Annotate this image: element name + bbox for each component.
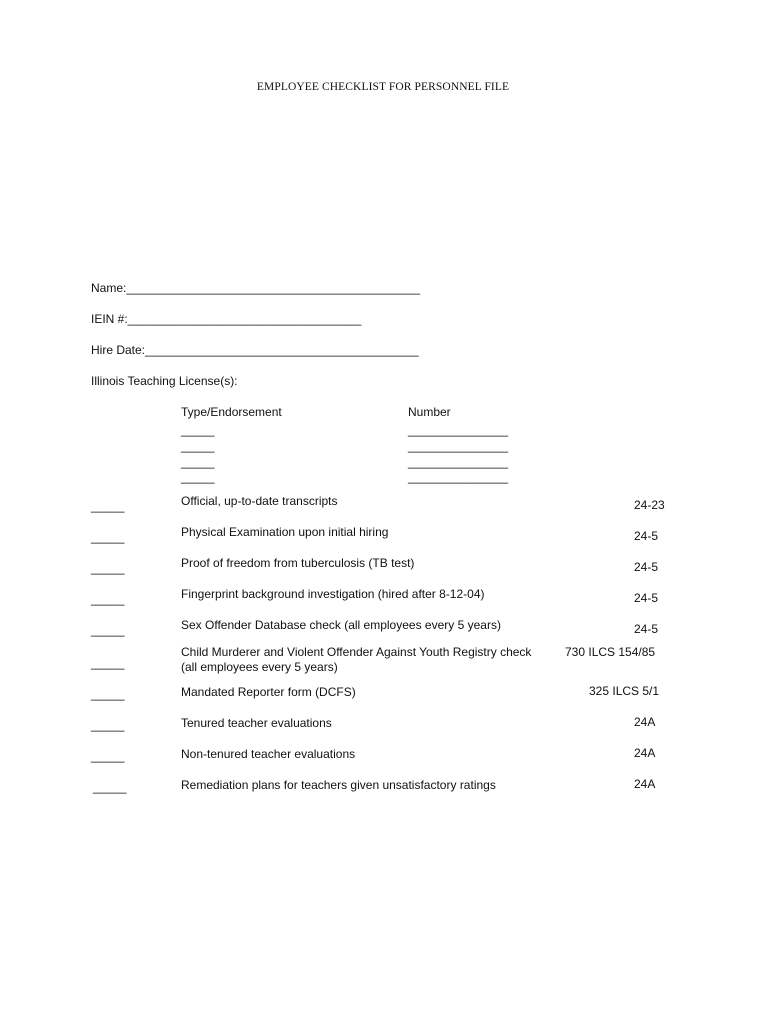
checklist-item-text: Child Murderer and Violent Offender Against Youth Registry check (all employees every 5 years) — [181, 645, 532, 674]
type-endorsement-header: Type/Endorsement — [181, 405, 282, 419]
check-blank: _____ — [91, 718, 125, 732]
check-blank: _____ — [91, 592, 125, 606]
checklist-item-text: Tenured teacher evaluations — [181, 716, 332, 730]
check-blank: _____ — [91, 499, 125, 513]
license-number-blank: _______________ — [408, 439, 509, 453]
checklist-item-code: 730 ILCS 154/85 — [565, 645, 656, 659]
check-blank: _____ — [93, 780, 127, 794]
page-title: EMPLOYEE CHECKLIST FOR PERSONNEL FILE — [256, 81, 510, 93]
check-blank: _____ — [91, 530, 125, 544]
checklist-item-code: 325 ILCS 5/1 — [589, 684, 660, 698]
license-type-blank: _____ — [181, 439, 215, 453]
checklist-item-text: Fingerprint background investigation (hired after 8-12-04) — [181, 587, 485, 601]
license-number-blank: _______________ — [408, 470, 509, 484]
check-blank: _____ — [91, 656, 125, 670]
checklist-item-text: Non-tenured teacher evaluations — [181, 747, 356, 761]
check-blank: _____ — [91, 561, 125, 575]
license-number-blank: _______________ — [408, 455, 509, 469]
checklist-item-code: 24A — [634, 777, 656, 791]
license-label: Illinois Teaching License(s): — [91, 374, 238, 388]
checklist-item-text: Official, up-to-date transcripts — [181, 494, 338, 508]
checklist-item-code: 24-5 — [634, 591, 659, 605]
checklist-item-code: 24A — [634, 715, 656, 729]
checklist-item-code: 24-5 — [634, 560, 659, 574]
checklist-item-text: Remediation plans for teachers given unsatisfactory ratings — [181, 778, 496, 792]
iein-field: IEIN #:___________________________________ — [91, 312, 362, 326]
license-type-blank: _____ — [181, 423, 215, 437]
name-field: Name:____________________________________________ — [91, 281, 420, 295]
license-type-blank: _____ — [181, 470, 215, 484]
check-blank: _____ — [91, 749, 125, 763]
license-number-blank: _______________ — [408, 423, 509, 437]
checklist-item-code: 24-5 — [634, 622, 659, 636]
checklist-item-code: 24-23 — [634, 498, 665, 512]
checklist-item-code: 24-5 — [634, 529, 659, 543]
checklist-item-text: Physical Examination upon initial hiring — [181, 525, 389, 539]
checklist-item-text: Mandated Reporter form (DCFS) — [181, 685, 356, 699]
check-blank: _____ — [91, 687, 125, 701]
checklist-item-text: Sex Offender Database check (all employees every 5 years) — [181, 618, 501, 632]
checklist-item-code: 24A — [634, 746, 656, 760]
license-type-blank: _____ — [181, 455, 215, 469]
number-header: Number — [408, 405, 451, 419]
check-blank: _____ — [91, 623, 125, 637]
hire-date-field: Hire Date:_________________________________________ — [91, 343, 419, 357]
checklist-item-text: Proof of freedom from tuberculosis (TB test) — [181, 556, 415, 570]
